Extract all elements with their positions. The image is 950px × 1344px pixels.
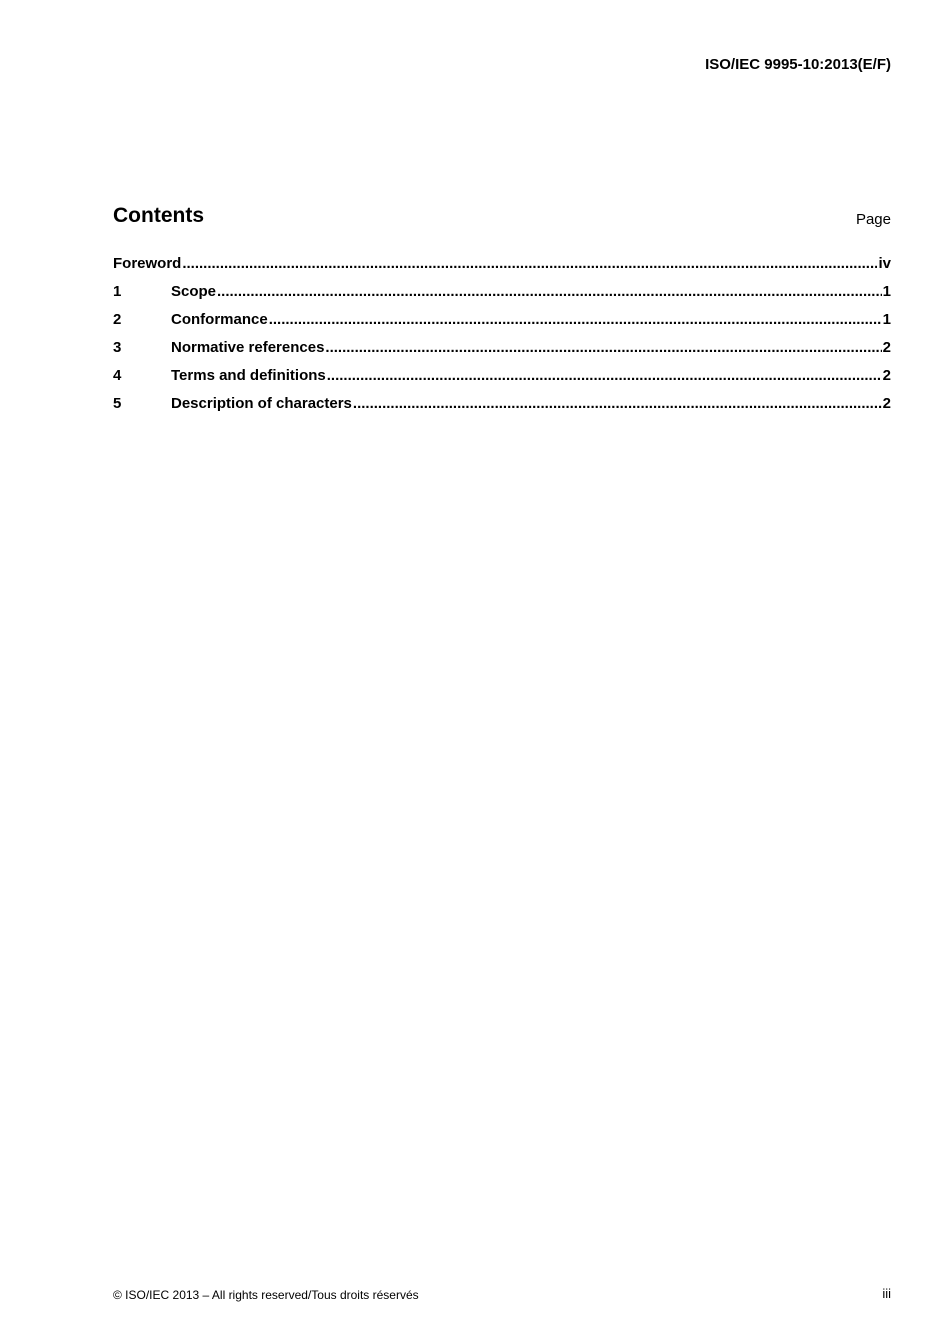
copyright-notice: © ISO/IEC 2013 – All rights reserved/Tous droits réservés <box>113 1288 419 1302</box>
page-number: iii <box>882 1286 891 1301</box>
toc-entry-scope[interactable] <box>113 283 891 311</box>
toc-entry-number: 1 <box>113 283 122 300</box>
leader-dots <box>327 367 882 384</box>
toc-entry-description-of-characters[interactable] <box>113 395 891 423</box>
toc-entry-foreword[interactable] <box>113 255 891 283</box>
toc-entry-normative-references[interactable] <box>113 339 891 367</box>
toc-entry-page: 2 <box>882 339 891 356</box>
toc-entry-terms-and-definitions[interactable] <box>113 367 891 395</box>
leader-dots <box>269 311 882 328</box>
toc-entry-label: Conformance <box>171 311 268 328</box>
toc-entry-page: 1 <box>882 283 891 300</box>
toc-entry-number: 2 <box>113 311 122 328</box>
toc-entry-page: 2 <box>882 367 891 384</box>
toc-entry-label: Foreword <box>113 255 182 272</box>
toc-entry-label: Description of characters <box>171 395 352 412</box>
toc-entry-label: Terms and definitions <box>171 367 326 384</box>
toc-entry-number: 4 <box>113 367 122 384</box>
toc-entry-page: 2 <box>882 395 891 412</box>
leader-dots <box>182 255 877 272</box>
toc-entry-number: 5 <box>113 395 122 412</box>
page-column-label: Page <box>855 211 891 228</box>
leader-dots <box>325 339 881 356</box>
toc-entry-page: iv <box>878 255 891 272</box>
toc-entry-label: Scope <box>171 283 217 300</box>
toc-entry-label: Normative references <box>171 339 325 356</box>
leader-dots <box>353 395 882 412</box>
toc-entry-page: 1 <box>882 311 891 328</box>
contents-title: Contents <box>113 204 204 227</box>
toc-entry-conformance[interactable] <box>113 311 891 339</box>
toc-entry-number: 3 <box>113 339 122 356</box>
document-id: ISO/IEC 9995-10:2013(E/F) <box>705 56 891 73</box>
table-of-contents <box>113 255 891 423</box>
leader-dots <box>217 283 882 300</box>
